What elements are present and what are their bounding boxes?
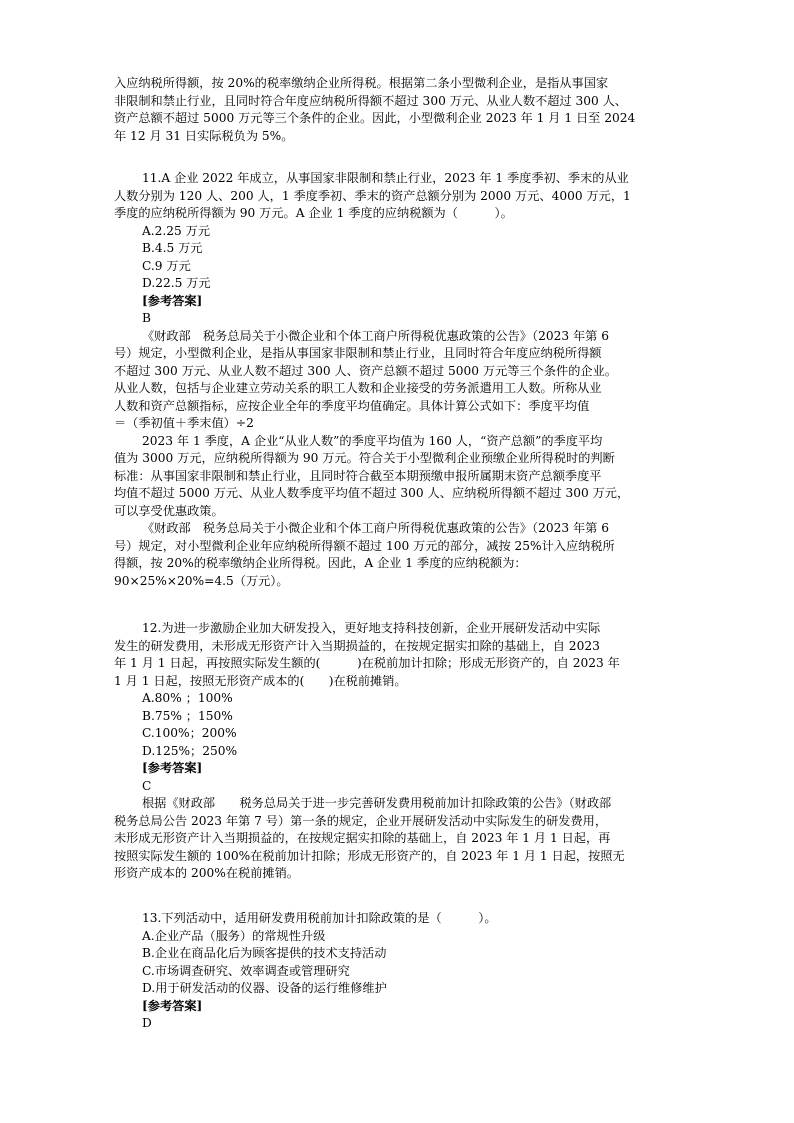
q11-explanation-line: 不超过 300 万元、从业人数不超过 300 人、资产总额不超过 5000 万元等三个条件的企业。 [114,363,617,378]
q12-explanation-line: 按照实际发生额的 100%在税前加计扣除；形成无形资产的，自 2023 年 1 月 1 日起，按照无 [114,848,625,863]
intro-line: 资产总额不超过 5000 万元等三个条件的企业。因此，小型微利企业 2023 年 1 月 1 日至 2024 [114,111,636,125]
q11-explanation-line: 人数和资产总额指标，应按企业全年的季度平均值确定。具体计算公式如下：季度平均值 [114,398,590,413]
q12-explanation-line: 未形成无形资产计入当期损益的，在按规定据实扣除的基础上，自 2023 年 1 月 1 日起，再 [114,831,611,845]
intro-line: 年 12 月 31 日实际税负为 5%。 [114,128,294,143]
question-13 [114,910,680,1033]
question-12 [114,620,680,883]
q12-explanation-line: 根据《财政部 税务总局关于进一步完善研发费用税前加计扣除政策的公告》（财政部 [142,796,612,810]
intro-paragraph [114,75,680,145]
q13-option-d: D.用于研发活动的仪器、设备的运行维修维护 [142,981,387,995]
q12-option-a: A.80% ；100% [142,691,233,705]
q12-answer: C [142,778,152,793]
q11-option-d: D.22.5 万元 [142,276,211,290]
q13-answer-label: [参考答案] [142,998,203,1013]
q12-stem-line: 年 1 月 1 日起，再按照实际发生额的( )在税前加计扣除；形成无形资产的，自 2023 年 [114,656,620,670]
q11-stem-line: 11.A 企业 2022 年成立，从事国家非限制和禁止行业，2023 年 1 季度季初、季末的从业 [142,171,629,185]
q12-option-d: D.125%；250% [142,743,238,758]
intro-line: 非限制和禁止行业，且同时符合年度应纳税所得额不超过 300 万元、从业人数不超过 300 人、 [114,93,627,108]
q11-option-c: C.9 万元 [142,258,191,273]
q11-option-a: A.2.25 万元 [142,223,211,238]
q12-answer-label: [参考答案] [142,761,203,775]
q12-stem-line: 发生的研发费用，未形成无形资产计入当期损益的，在按规定据实扣除的基础上，自 2023 [114,638,600,653]
q13-option-a: A.企业产品（服务）的常规性升级 [142,928,326,943]
q13-option-c: C.市场调查研究、效率调查或管理研究 [142,963,350,978]
q11-explanation-line: 号）规定，小型微利企业，是指从事国家非限制和禁止行业，且同时符合年度应纳税所得额 [114,346,602,360]
q11-explanation-line: ＝（季初值＋季末值）÷2 [114,416,254,430]
q11-explanation-line: 《财政部 税务总局关于小微企业和个体工商户所得税优惠政策的公告》（2023 年第 6 [142,328,609,343]
q11-explanation-line: 可以享受优惠政策。 [114,503,224,518]
q11-option-b: B.4.5 万元 [142,241,203,255]
q12-stem-line: 1 月 1 日起，按照无形资产成本的( )在税前摊销。 [114,673,407,688]
q11-stem-line: 季度的应纳税所得额为 90 万元。A 企业 1 季度的应纳税额为（ ）。 [114,206,513,220]
q11-explanation-line: 得额，按 20%的税率缴纳企业所得税。因此，A 企业 1 季度的应纳税额为： [114,556,527,570]
intro-line: 入应纳税所得额，按 20%的税率缴纳企业所得税。根据第二条小型微利企业，是指从事国家 [114,76,609,90]
q11-answer: B [142,311,151,325]
q13-option-b: B.企业在商品化后为顾客提供的技术支持活动 [142,946,387,960]
q13-answer: D [142,1016,152,1030]
q12-option-b: B.75% ；150% [142,708,233,723]
q11-explanation-line: 值为 3000 万元，应纳税所得额为 90 万元。符合关于小型微利企业预缴企业所得税时的判断 [114,451,615,465]
q11-explanation-line: 2023 年 1 季度，A 企业“从业人数”的季度平均值为 160 人，“资产总额”的季度平均 [142,433,603,448]
q11-explanation-line: 从业人数，包括与企业建立劳动关系的职工人数和企业接受的劳务派遣用工人数。所称从业 [114,381,602,395]
q11-answer-label: [参考答案] [142,293,203,308]
q12-option-c: C.100%；200% [142,726,237,740]
q12-stem-line: 12.为进一步激励企业加大研发投入，更好地支持科技创新，企业开展研发活动中实际 [142,621,601,635]
q13-stem-line: 13.下列活动中，适用研发费用税前加计扣除政策的是（ ）。 [142,911,497,925]
q11-stem-line: 人数分别为 120 人、200 人，1 季度季初、季末的资产总额分别为 2000 万元、4000 万元，1 [114,188,631,203]
q11-explanation-line: 均值不超过 5000 万元、从业人数季度平均值不超过 300 人、应纳税所得额不超过 300 万元， [114,486,630,500]
question-11 [114,170,680,590]
q11-explanation-line: 号）规定，对小型微利企业年应纳税所得额不超过 100 万元的部分，减按 25%计入应纳税所 [114,538,615,553]
q12-explanation-line: 形资产成本的 200%在税前摊销。 [114,866,299,880]
q12-explanation-line: 税务总局公告 2023 年第 7 号）第一条的规定，企业开展研发活动中实际发生的研发费用， [114,813,608,828]
q11-explanation-line: 《财政部 税务总局关于小微企业和个体工商户所得税优惠政策的公告》（2023 年第 6 [142,521,609,535]
q11-explanation-line: 标准：从事国家非限制和禁止行业，且同时符合截至本期预缴申报所属期末资产总额季度平 [114,468,602,483]
q11-explanation-line: 90×25%×20%=4.5（万元）。 [114,573,289,588]
